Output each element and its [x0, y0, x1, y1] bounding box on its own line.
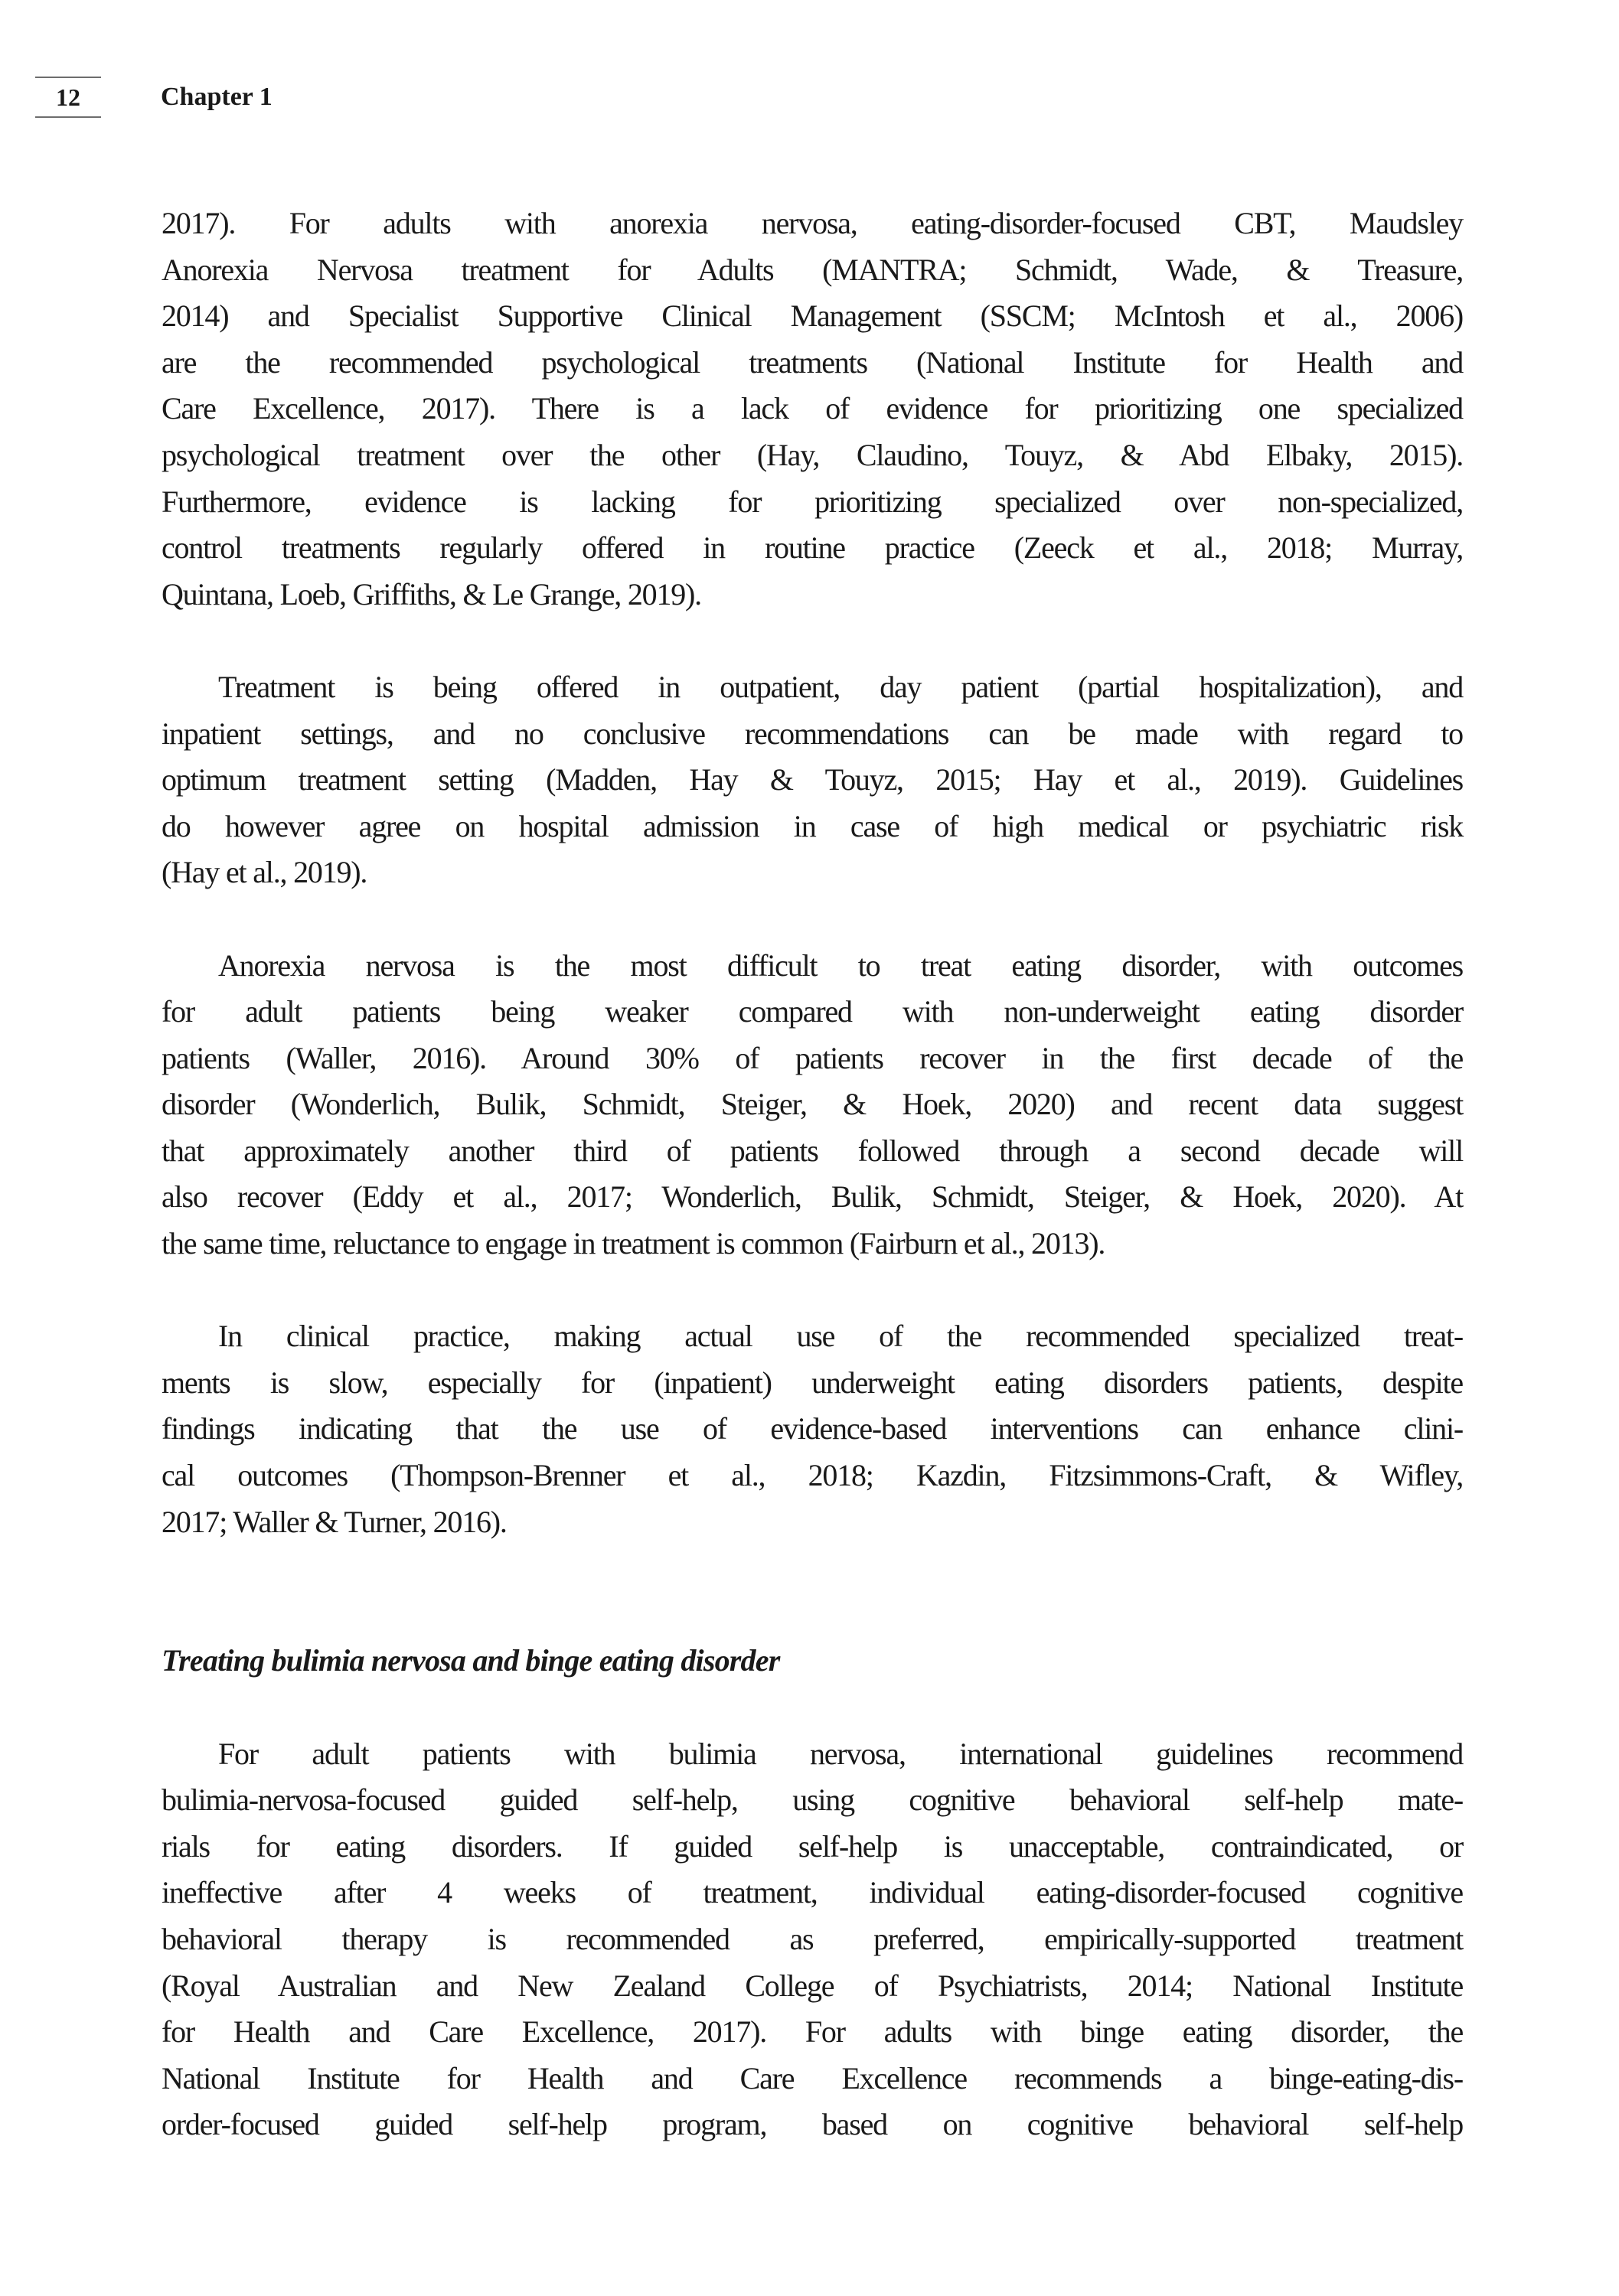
paragraph-gap: [162, 1592, 1463, 1639]
text-line: (Royal Australian and New Zealand College of Psychiatrists, 2014; National Institute: [162, 1968, 1463, 2003]
paragraph-gap: [162, 1267, 1463, 1314]
text-line: For adult patients with bulimia nervosa, international guidelines recommend: [218, 1736, 1463, 1771]
paragraph-gap: [162, 1684, 1463, 1731]
text-line: optimum treatment setting (Madden, Hay & Touyz, 2015; Hay et al., 2019). Guidelines: [162, 762, 1463, 797]
text-line: 2017; Waller & Turner, 2016).: [162, 1504, 507, 1539]
text-line: (Hay et al., 2019).: [162, 855, 367, 890]
text-line: psychological treatment over the other (Hay, Claudino, Touyz, & Abd Elbaky, 2015).: [162, 437, 1463, 472]
paragraph-gap: [162, 618, 1463, 664]
page-number: [35, 77, 101, 118]
paragraph-2: [162, 664, 1463, 896]
text-line: Care Excellence, 2017). There is a lack of evidence for prioritizing one specialized: [162, 391, 1463, 426]
text-line: cal outcomes (Thompson-Brenner et al., 2018; Kazdin, Fitzsimmons-Craft, & Wifley,: [162, 1458, 1463, 1493]
text-line: do however agree on hospital admission in case of high medical or psychiatric risk: [162, 808, 1463, 843]
text-line: also recover (Eddy et al., 2017; Wonderlich, Bulik, Schmidt, Steiger, & Hoek, 2020). At: [162, 1179, 1464, 1215]
text-line: that approximately another third of patients followed through a second decade will: [162, 1133, 1463, 1168]
text-line: Anorexia Nervosa treatment for Adults (MANTRA; Schmidt, Wade, & Treasure,: [162, 252, 1463, 287]
text-line: inpatient settings, and no conclusive recommendations can be made with regard to: [162, 716, 1463, 751]
running-head: [0, 0, 1619, 153]
text-line: behavioral therapy is recommended as preferred, empirically-supported treatment: [162, 1921, 1463, 1956]
text-line: rials for eating disorders. If guided self-help is unacceptable, contraindicated, or: [162, 1828, 1463, 1864]
paragraph-1: [162, 201, 1463, 618]
text-line: findings indicating that the use of evidence-based interventions can enhance clini-: [162, 1411, 1463, 1446]
text-line: for Health and Care Excellence, 2017). For adults with binge eating disorder, the: [162, 2014, 1463, 2050]
paragraph-3: [162, 943, 1463, 1267]
text-line: order-focused guided self-help program, based on cognitive behavioral self-help: [162, 2107, 1464, 2142]
chapter-label: Chapter 1: [161, 83, 273, 111]
text-line: Furthermore, evidence is lacking for prioritizing specialized over non-specialized,: [162, 484, 1464, 519]
paragraph-gap: [162, 896, 1463, 943]
paragraph-gap: [162, 1545, 1463, 1592]
text-line: ments is slow, especially for (inpatient) underweight eating disorders patients, despite: [162, 1365, 1463, 1400]
text-line: ineffective after 4 weeks of treatment, individual eating-disorder-focused cognitive: [162, 1875, 1463, 1910]
section-heading: Treating bulimia nervosa and binge eating disorder: [162, 1643, 780, 1678]
text-line: the same time, reluctance to engage in treatment is common (Fairburn et al., 2013).: [162, 1226, 1105, 1261]
text-line: for adult patients being weaker compared with non-underweight eating disorder: [162, 994, 1463, 1029]
text-line: disorder (Wonderlich, Bulik, Schmidt, Steiger, & Hoek, 2020) and recent data suggest: [162, 1087, 1463, 1122]
text-line: patients (Waller, 2016). Around 30% of patients recover in the first decade of the: [162, 1040, 1463, 1075]
text-line: are the recommended psychological treatments (National Institute for Health and: [162, 344, 1463, 380]
text-line: control treatments regularly offered in routine practice (Zeeck et al., 2018; Murray,: [162, 530, 1463, 566]
page-number-text: 12: [56, 83, 80, 111]
body-text: [162, 201, 1463, 2148]
text-line: National Institute for Health and Care Excellence recommends a binge-eating-dis-: [162, 2060, 1463, 2095]
text-line: 2014) and Specialist Supportive Clinical Management (SSCM; McIntosh et al., 2006): [162, 298, 1463, 334]
text-line: Quintana, Loeb, Griffiths, & Le Grange, 2019).: [162, 576, 701, 612]
text-line: In clinical practice, making actual use of the recommended specialized treat-: [218, 1319, 1463, 1354]
text-line: Treatment is being offered in outpatient, day patient (partial hospitalization), and: [218, 669, 1463, 704]
text-line: 2017). For adults with anorexia nervosa, eating-disorder-focused CBT, Maudsley: [162, 206, 1463, 240]
text-line: bulimia-nervosa-focused guided self-help, using cognitive behavioral self-help mate-: [162, 1782, 1463, 1818]
paragraph-4: [162, 1313, 1463, 1545]
text-line: Anorexia nervosa is the most difficult to treat eating disorder, with outcomes: [218, 947, 1463, 983]
section-paragraph-1: [162, 1731, 1463, 2148]
